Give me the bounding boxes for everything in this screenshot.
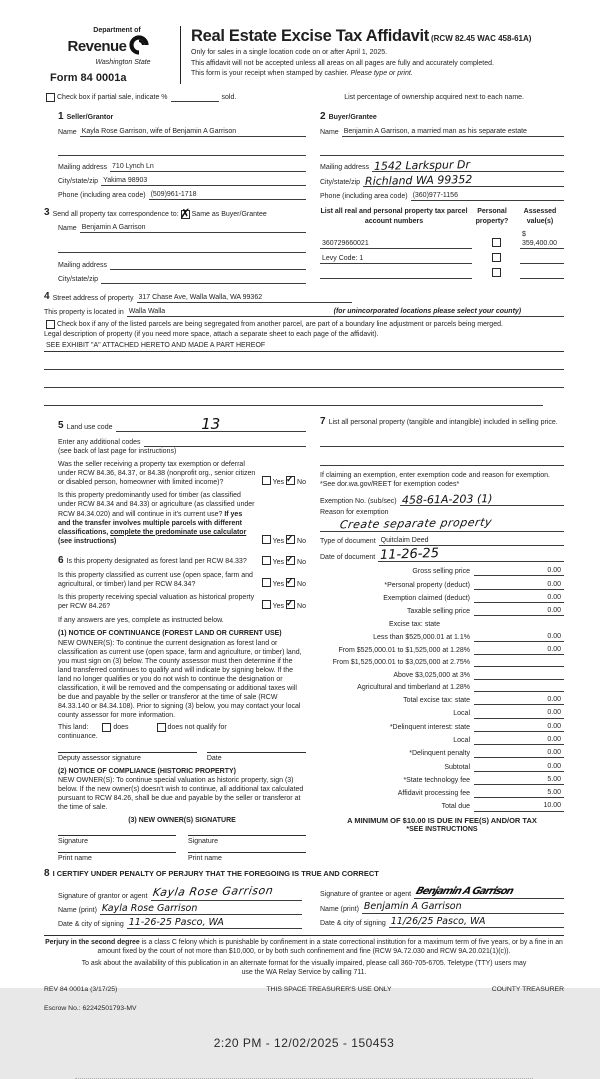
tax-row-label: Total due xyxy=(441,803,470,811)
tax-row xyxy=(320,762,564,772)
excise-header-row xyxy=(320,620,564,629)
see-instructions-note: *SEE INSTRUCTIONS xyxy=(406,826,478,834)
alt-format-note: To ask about the availability of this publication in an alternate format for the visually impaired, please call 360-705-6705. Teletype (TTY) users may use the WA Relay Service by calling 711. xyxy=(81,960,527,977)
seller-phone-label: Phone (including area code) xyxy=(58,191,146,199)
notice-2-body-text: NEW OWNER(S): To continue special valuation as historic property, sign (3) below. If the new owner(s) doesn't wish to continue, all additional tax calculated pursuant to RCW 84.26, shall be due and payable by the seller or transferor at the time of sale. xyxy=(58,776,304,812)
no-label: No xyxy=(297,581,306,589)
tax-row-amount: 5.00 xyxy=(474,775,564,785)
tax-row-amount: 0.00 xyxy=(474,708,564,718)
segregated-label: Check box if any of the listed parcels are being segregated from another parcel, are part of a boundary line adjustment or parcels being merged. xyxy=(57,321,503,329)
grantee-signature: Benjamin A Garrison xyxy=(414,886,515,898)
legal-blank-line-2 xyxy=(44,378,564,388)
parcel-row xyxy=(320,268,564,279)
tax-row-label: Taxable selling price xyxy=(406,608,470,616)
segregated-checkbox xyxy=(46,320,55,329)
tax-row-amount xyxy=(474,683,564,692)
yes-label: Yes xyxy=(272,581,285,589)
corr-mailing-label: Mailing address xyxy=(58,262,108,270)
grantor-print-label: Name (print) xyxy=(58,906,97,914)
tax-row xyxy=(320,722,564,732)
tax-row xyxy=(320,566,564,576)
owner-signature-line-2 xyxy=(188,835,306,836)
assessed-value xyxy=(520,254,564,264)
notice-1-body: NEW OWNER(S): To continue the current designation as forest land or classification as current use (open space, farm and agriculture, or timber) land, you must sign on (3) below. The county assessor must then determine if the land transferred continues to qualify and will indicate by signing below. If the land no longer qualifies or you do not wish to continue the designation or classification, it will be removed and the compensating or additional taxes will be due and payable by the seller or transferor at the time of sale (RCW 84.33.140 or 84.34.108). Prior to signing (3) below, you may contact your local county assessor for more information. xyxy=(58,639,302,720)
timber-yes-checkbox xyxy=(262,535,271,544)
deputy-signature-label: Deputy assessor signature xyxy=(58,754,141,762)
exemption-no-label: Exemption No. (sub/sec) xyxy=(320,497,397,505)
perjury-statement xyxy=(44,935,564,978)
header-divider xyxy=(180,26,181,84)
additional-codes-label: Enter any additional codes xyxy=(58,438,141,446)
historic-question: Is this property receiving special valuation as historical property per RCW 84.26? xyxy=(58,594,255,611)
corr-name-value: Benjamin A Garrison xyxy=(81,224,146,232)
grantee-print-label: Name (print) xyxy=(320,905,359,913)
tax-row-label: *State technology fee xyxy=(403,776,470,784)
notice-1-title: (1) NOTICE OF CONTINUANCE (FOREST LAND OR CURRENT USE) xyxy=(58,630,282,638)
county-note: (for unincorporated locations please select your county) xyxy=(333,308,522,316)
tax-row-amount: 0.00 xyxy=(474,722,564,732)
tax-row-label: Above $3,025,000 at 3% xyxy=(393,671,470,679)
tax-row-label: Less than $525,000.01 at 1.1% xyxy=(373,633,470,641)
parcel-row xyxy=(320,253,564,264)
header-note-2: This affidavit will not be accepted unless all areas on all pages are fully and accurately completed. xyxy=(191,59,494,67)
buyer-phone-label: Phone (including area code) xyxy=(320,193,408,201)
tax-row-amount: 0.00 xyxy=(474,762,564,772)
doc-type-value: Quitclaim Deed xyxy=(380,537,429,545)
page-title: Real Estate Excise Tax Affidavit xyxy=(191,27,430,45)
section-1-seller xyxy=(44,110,306,200)
same-as-buyer-checkbox xyxy=(181,210,190,219)
personal-property-header: Personal property? xyxy=(475,208,509,225)
owner-print-label-2: Print name xyxy=(188,855,222,863)
tax-row xyxy=(320,671,564,680)
parcel-table xyxy=(320,207,564,279)
excise-tax-table xyxy=(320,566,564,834)
grantor-date-label: Date & city of signing xyxy=(58,921,124,929)
seller-name-value: Kayla Rose Garrison, wife of Benjamin A Garrison xyxy=(81,127,237,135)
certify-title: I CERTIFY UNDER PENALTY OF PERJURY THAT THE FOREGOING IS TRUE AND CORRECT xyxy=(52,869,379,879)
minimum-due-note: A MINIMUM OF $10.00 IS DUE IN FEE(S) AND/OR TAX xyxy=(347,815,537,825)
yes-label: Yes xyxy=(272,558,285,566)
tax-row xyxy=(320,580,564,590)
tax-row xyxy=(320,658,564,667)
timber-no-checkbox xyxy=(286,535,295,544)
tax-row-amount: 0.00 xyxy=(474,566,564,576)
partial-sale-percent-blank xyxy=(171,101,219,102)
corr-name-label: Name xyxy=(58,225,77,233)
tax-row-amount: 0.00 xyxy=(474,645,564,655)
tax-row-amount: 0.00 xyxy=(474,580,564,590)
timber-question-a: Is this property predominantly used for timber (as classified under RCW 84.34 and 84.33) or agriculture (as classified under RCW 84.34.020) and will continue in it's current use? xyxy=(58,492,255,518)
section-5-number: 5 xyxy=(58,420,64,432)
tax-row xyxy=(320,632,564,642)
no-label: No xyxy=(297,479,306,487)
grantor-signature: Kayla Rose Garrison xyxy=(151,884,274,900)
excise-header-label: Excise tax: state xyxy=(389,620,440,628)
seller-city-value: Yakima 98903 xyxy=(103,176,148,184)
section-3-intro: Send all property tax correspondence to: xyxy=(52,210,179,218)
owner-print-label-1: Print name xyxy=(58,855,92,863)
forest-yes-checkbox xyxy=(262,556,271,565)
section-2-buyer xyxy=(320,110,564,202)
buyer-city-label: City/state/zip xyxy=(320,179,361,187)
legal-description-label: Legal description of property (if you need more space, attach a separate sheet to each page of the affidavit). xyxy=(44,331,379,339)
tax-row xyxy=(320,748,564,758)
header-note-1: Only for sales in a single location code on or after April 1, 2025. xyxy=(191,49,388,57)
additional-codes-blank xyxy=(144,437,307,447)
perjury-lead: Perjury in the second degree xyxy=(45,939,140,947)
partial-sale-label: Check box if partial sale, indicate % xyxy=(57,93,168,101)
grantee-date-label: Date & city of signing xyxy=(320,919,386,927)
assessed-value xyxy=(520,269,564,279)
timber-answer xyxy=(260,535,306,546)
yes-label: Yes xyxy=(272,603,285,611)
tax-row-label: Local xyxy=(453,710,470,718)
if-yes-note: If any answers are yes, complete as instructed below. xyxy=(58,617,224,625)
seller-mailing-value: 710 Lynch Ln xyxy=(112,162,154,170)
form-footer xyxy=(44,986,564,995)
seller-name-label: Name xyxy=(58,128,77,136)
section-1-number: 1 xyxy=(58,110,64,122)
yes-label: Yes xyxy=(272,479,285,487)
located-in-value: Walla Walla xyxy=(128,308,166,316)
tax-row-amount: 0.00 xyxy=(474,748,564,758)
tax-row-amount: 0.00 xyxy=(474,735,564,745)
yes-label: Yes xyxy=(272,537,285,545)
doc-date-value: 11-26-25 xyxy=(379,546,440,564)
exemption-yes-checkbox xyxy=(262,476,271,485)
owner-signature-line-1 xyxy=(58,835,176,836)
header-note-3 xyxy=(191,69,564,78)
grantee-date-city: 11/26/25 Pasco, WA xyxy=(390,915,486,927)
doc-date-label: Date of document xyxy=(320,554,376,562)
does-not-label: does not qualify for xyxy=(167,724,227,732)
tax-row-label: From $525,000.01 to $1,525,000 at 1.28% xyxy=(338,647,470,655)
details-band xyxy=(44,415,564,864)
corr-city-blank xyxy=(101,274,306,284)
form-number: Form 84 0001a xyxy=(50,72,127,85)
tax-row-label: Total excise tax: state xyxy=(403,697,470,705)
does-not-checkbox xyxy=(157,723,166,732)
tax-row-label: From $1,525,000.01 to $3,025,000 at 2.75% xyxy=(332,659,470,667)
parcel-number-value: Levy Code: 1 xyxy=(320,254,472,264)
seller-mailing-label: Mailing address xyxy=(58,163,108,171)
tax-row-label: *Delinquent interest: state xyxy=(389,723,470,731)
legal-blank-line-1 xyxy=(44,360,564,370)
this-land-label: This land: xyxy=(58,724,89,732)
buyer-name-value: Benjamin A Garrison, a married man as his separate estate xyxy=(343,127,527,135)
tax-row xyxy=(320,695,564,705)
notice-2-title: (2) NOTICE OF COMPLIANCE (HISTORIC PROPERTY) xyxy=(58,767,236,775)
revenue-swirl-icon xyxy=(129,35,149,58)
continuance-label: continuance. xyxy=(58,733,98,741)
grantor-signature-block xyxy=(44,883,302,929)
section-4-property xyxy=(44,290,564,405)
personal-property-blank-2 xyxy=(320,456,564,466)
exhibit-text: SEE EXHIBIT "A" ATTACHED HERETO AND MADE A PART HEREOF xyxy=(46,342,266,350)
escrow-number: Escrow No.: 62242501793-MV xyxy=(44,1005,137,1013)
personal-property-checkbox xyxy=(492,268,501,277)
tax-row-amount xyxy=(474,658,564,667)
corr-mailing-blank xyxy=(110,260,306,270)
scan-artifact-line xyxy=(75,1078,533,1079)
owner-signature-label-2: Signature xyxy=(188,838,218,846)
historic-no-checkbox xyxy=(286,600,295,609)
reason-value: Create separate property xyxy=(338,515,494,532)
tax-row xyxy=(320,683,564,692)
section-4-number: 4 xyxy=(44,291,50,303)
section-8-number: 8 xyxy=(44,868,50,880)
tax-row-amount: 0.00 xyxy=(474,695,564,705)
current-no-checkbox xyxy=(286,578,295,587)
doc-type-label: Type of document xyxy=(320,538,376,546)
tax-row-label: Gross selling price xyxy=(412,568,470,576)
personal-property-checkbox xyxy=(492,238,501,247)
grantor-date-city: 11-26-25 Pasco, WA xyxy=(128,917,224,929)
tax-row xyxy=(320,735,564,745)
located-in-label: This property is located in xyxy=(44,309,124,317)
section-2-number: 2 xyxy=(320,110,326,122)
exemption-question: Was the seller receiving a property tax exemption or deferral under RCW 84.36, 84.37, or 84.38 (nonprofit org., senior citizen or disabled person, homeowner with limited income)? xyxy=(58,461,256,487)
tax-row-label: Exemption claimed (deduct) xyxy=(383,594,470,602)
section-2-title: Buyer/Grantee xyxy=(328,113,377,121)
same-as-buyer-label: Same as Buyer/Grantee xyxy=(191,210,267,218)
current-yes-checkbox xyxy=(262,578,271,587)
land-use-label: Land use code xyxy=(66,423,113,431)
corr-city-label: City/state/zip xyxy=(58,276,99,284)
section-6-number: 6 xyxy=(58,554,64,566)
seller-city-label: City/state/zip xyxy=(58,177,99,185)
parcel-numbers-header: List all real and personal property tax parcel account numbers xyxy=(320,208,468,225)
timber-question-c: complete the predominate use calculator xyxy=(110,528,247,536)
forest-no-checkbox xyxy=(286,556,295,565)
tax-row xyxy=(320,593,564,603)
personal-property-checkbox xyxy=(492,253,501,262)
grantee-print-name: Benjamin A Garrison xyxy=(363,901,462,913)
no-label: No xyxy=(297,603,306,611)
scan-timestamp: 2:20 PM - 12/02/2025 - 150453 xyxy=(213,1035,395,1050)
deputy-signature-line xyxy=(58,752,197,753)
exemption-answer xyxy=(260,476,306,487)
personal-property-blank-1 xyxy=(320,437,564,447)
tax-row-label: Affidavit processing fee xyxy=(397,790,470,798)
owner-print-line-2 xyxy=(188,852,306,853)
tax-row-label: Subtotal xyxy=(444,763,470,771)
grantee-sig-label: Signature of grantee or agent xyxy=(320,891,412,899)
buyer-mailing-value: 1542 Larkspur Dr xyxy=(373,157,471,173)
section-8-certification xyxy=(44,867,564,929)
tax-row xyxy=(320,801,564,811)
street-address-value: 317 Chase Ave, Walla Walla, WA 99362 xyxy=(138,294,263,302)
buyer-mailing-label: Mailing address xyxy=(320,163,370,171)
tax-row-amount: 0.00 xyxy=(474,593,564,603)
does-checkbox xyxy=(102,723,111,732)
owner-print-line-1 xyxy=(58,852,176,853)
form-header xyxy=(44,24,564,86)
agency-dept-line: Department of xyxy=(93,27,141,34)
partial-sale-checkbox xyxy=(46,93,55,102)
assessed-value-header: Assessed value(s) xyxy=(523,208,557,225)
tax-row-label: *Personal property (deduct) xyxy=(384,581,470,589)
tax-row-amount: 0.00 xyxy=(474,606,564,616)
section-3-number: 3 xyxy=(44,207,50,219)
assessed-value: $ 359,400.00 xyxy=(520,230,564,249)
timber-question-b: If yes and the transfer involves multiple parcels with different classifications, xyxy=(58,510,243,536)
grantee-signature-block xyxy=(320,883,564,929)
tax-row-label: *Delinquent penalty xyxy=(409,750,470,758)
seller-blank-line xyxy=(58,146,306,156)
title-rcw-code: (RCW 82.45 WAC 458-61A) xyxy=(430,34,532,43)
parcel-number-value xyxy=(320,269,472,279)
county-treasurer-label: COUNTY TREASURER xyxy=(491,986,564,994)
buyer-city-value: Richland WA 99352 xyxy=(364,173,473,188)
no-label: No xyxy=(297,558,306,566)
perjury-body: is a class C felony which is punishable by confinement in a state correctional institution for a maximum term of five years, or by a fine in an amount fixed by the court of not more than $10,000, or by both such confinement and fine (RCW 9A.72.030 and RCW 9A.20.021(1)(c)). xyxy=(97,939,563,956)
section-7-intro: List all personal property (tangible and intangible) included in selling price. xyxy=(328,418,558,426)
tax-row-amount: 5.00 xyxy=(474,788,564,798)
parcel-row xyxy=(320,230,564,249)
corr-blank-line xyxy=(58,243,306,253)
legal-blank-line-3 xyxy=(44,396,543,406)
partial-sale-sold-label: sold. xyxy=(221,93,237,101)
owner-signature-label-1: Signature xyxy=(58,838,88,846)
partial-sale-row xyxy=(44,93,564,102)
tax-row xyxy=(320,708,564,718)
agency-name: Revenue xyxy=(67,37,127,55)
section-3-correspondence xyxy=(44,206,306,284)
buyer-blank-line xyxy=(320,146,564,156)
parties-band xyxy=(44,110,564,284)
timber-question xyxy=(58,491,256,546)
historic-yes-checkbox xyxy=(262,600,271,609)
section-1-title: Seller/Grantor xyxy=(66,113,114,121)
deputy-date-line xyxy=(207,752,306,753)
tax-row-amount: 0.00 xyxy=(474,632,564,642)
exemption-note: If claiming an exemption, enter exemption code and reason for exemption. *See dor.wa.gov/REET for exemption codes* xyxy=(320,471,550,488)
section-7-personal-property xyxy=(320,415,564,563)
current-use-question: Is this property classified as current use (open space, farm and agricultural, or timber) land per RCW 84.34? xyxy=(58,571,253,589)
exemption-no-value: 458-61A-203 (1) xyxy=(401,491,493,507)
does-label: does xyxy=(113,724,129,732)
tax-row-amount xyxy=(474,671,564,680)
ownership-note: List percentage of ownership acquired next to each name. xyxy=(344,93,524,101)
grantor-print-name: Kayla Rose Garrison xyxy=(101,902,198,914)
parcel-number-value: 360729660021 xyxy=(320,239,472,249)
section-7-number: 7 xyxy=(320,415,326,427)
no-label: No xyxy=(297,537,306,545)
tax-row xyxy=(320,606,564,616)
exemption-no-checkbox xyxy=(286,476,295,485)
seller-phone-value: (509)961-1718 xyxy=(150,190,197,198)
additional-codes-note: (see back of last page for instructions) xyxy=(58,448,177,456)
section-5-land-use xyxy=(58,415,306,546)
deputy-date-label: Date xyxy=(206,754,222,762)
header-note-3-text: This form is your receipt when stamped by cashier. xyxy=(191,69,351,77)
reason-label: Reason for exemption xyxy=(320,509,389,516)
tax-row-amount: 10.00 xyxy=(474,801,564,811)
street-address-label: Street address of property xyxy=(52,295,134,303)
treasurer-space-label: THIS SPACE TREASURER'S USE ONLY xyxy=(266,986,392,994)
tax-row-label: Agricultural and timberland at 1.28% xyxy=(357,683,470,691)
section-6-classification xyxy=(58,554,306,863)
tax-row xyxy=(320,645,564,655)
land-use-value: 13 xyxy=(201,414,221,433)
agency-logo-block xyxy=(44,24,172,86)
notice-2-body xyxy=(58,776,306,812)
tax-row xyxy=(320,775,564,785)
buyer-phone-value: (360)977-1156 xyxy=(412,192,458,200)
header-note-3-italic: Please type or print. xyxy=(350,69,413,77)
rev-number: REV 84 0001a (3/17/25) xyxy=(44,986,118,994)
tax-row-label: Local xyxy=(453,737,470,745)
buyer-name-label: Name xyxy=(320,128,339,136)
grantor-sig-label: Signature of grantor or agent xyxy=(58,892,148,900)
notice-3-title: (3) NEW OWNER(S) SIGNATURE xyxy=(128,817,236,825)
timber-question-d: (see instructions) xyxy=(58,537,117,545)
forest-question: Is this property designated as forest land per RCW 84.33? xyxy=(66,557,247,565)
agency-sub: Washington State xyxy=(95,59,151,67)
tax-row xyxy=(320,788,564,798)
